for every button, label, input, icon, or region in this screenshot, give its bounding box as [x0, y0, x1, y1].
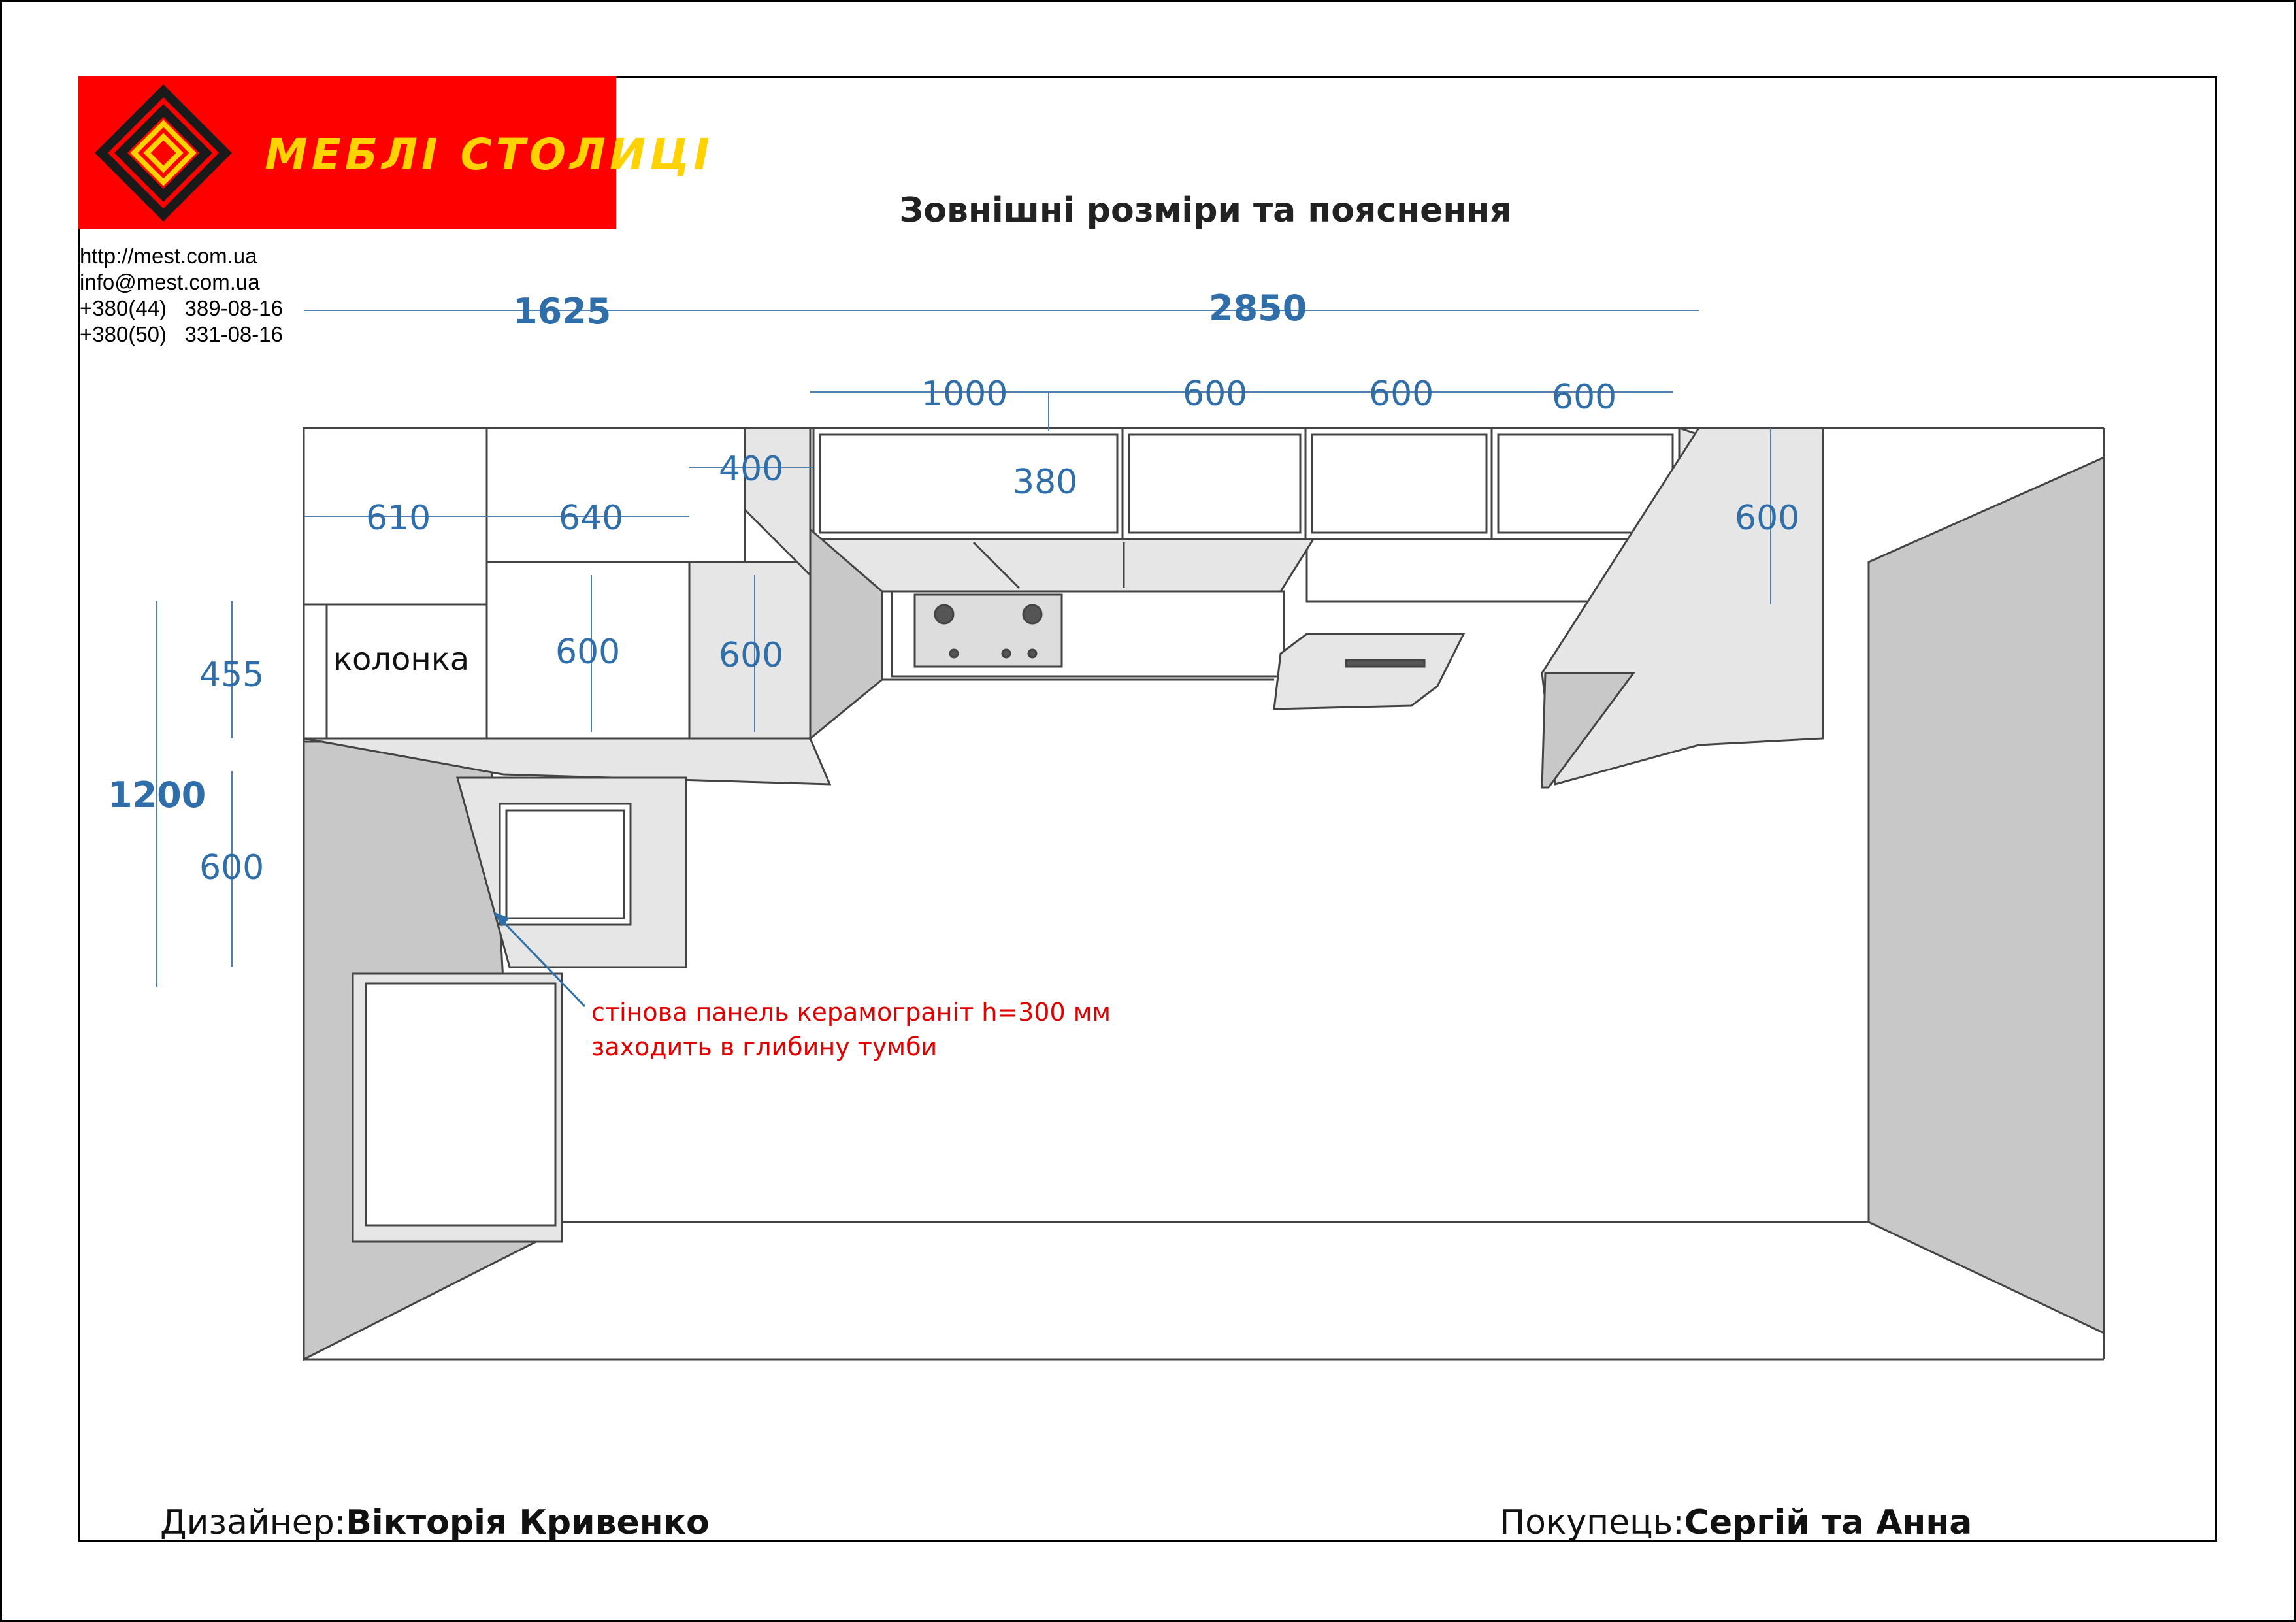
customer-name: Сергій та Анна	[1684, 1503, 1973, 1542]
dim-side-600: 600	[199, 848, 265, 887]
website-text[interactable]: http://mest.com.ua	[80, 244, 257, 268]
dim-side-455: 455	[199, 655, 265, 695]
cooktop	[892, 591, 1284, 676]
brand-name: МЕБЛІ СТОЛИЦІ	[265, 129, 713, 180]
dim-corner-depth: 400	[719, 450, 784, 489]
dim-upper-1: 1000	[921, 374, 1008, 414]
email-text[interactable]: info@mest.com.ua	[80, 270, 260, 294]
page-title: Зовнішні розміри та пояснення	[899, 191, 1512, 230]
boiler-label: колонка	[333, 641, 470, 678]
dim-hood-depth: 380	[1013, 463, 1078, 502]
dim-total-left: 1625	[513, 291, 612, 332]
customer-credit	[1500, 1503, 1972, 1542]
designer-label: Дизайнер:	[160, 1503, 346, 1542]
dim-side-1200: 1200	[108, 774, 206, 816]
range-hood	[817, 539, 1313, 591]
dim-right-height: 600	[1735, 499, 1800, 538]
note-line-2: заходить в глибину тумби	[591, 1033, 938, 1061]
customer-label: Покупець:	[1500, 1503, 1684, 1542]
designer-credit	[160, 1503, 710, 1542]
dim-left-1: 610	[366, 499, 431, 538]
dim-cab-b: 600	[719, 636, 784, 675]
dim-total-right: 2850	[1209, 288, 1307, 329]
dim-cab-a: 600	[555, 633, 621, 672]
dim-upper-3: 600	[1369, 374, 1434, 414]
phone-2-text: +380(50) 331-08-16	[80, 322, 283, 346]
designer-name: Вікторія Кривенко	[346, 1503, 710, 1542]
dim-left-2: 640	[559, 499, 624, 538]
phone-1-text: +380(44) 389-08-16	[80, 296, 283, 320]
dim-upper-2: 600	[1183, 374, 1248, 414]
note-line-1: стінова панель керамограніт h=300 мм	[591, 998, 1111, 1027]
dim-upper-4: 600	[1552, 378, 1617, 417]
